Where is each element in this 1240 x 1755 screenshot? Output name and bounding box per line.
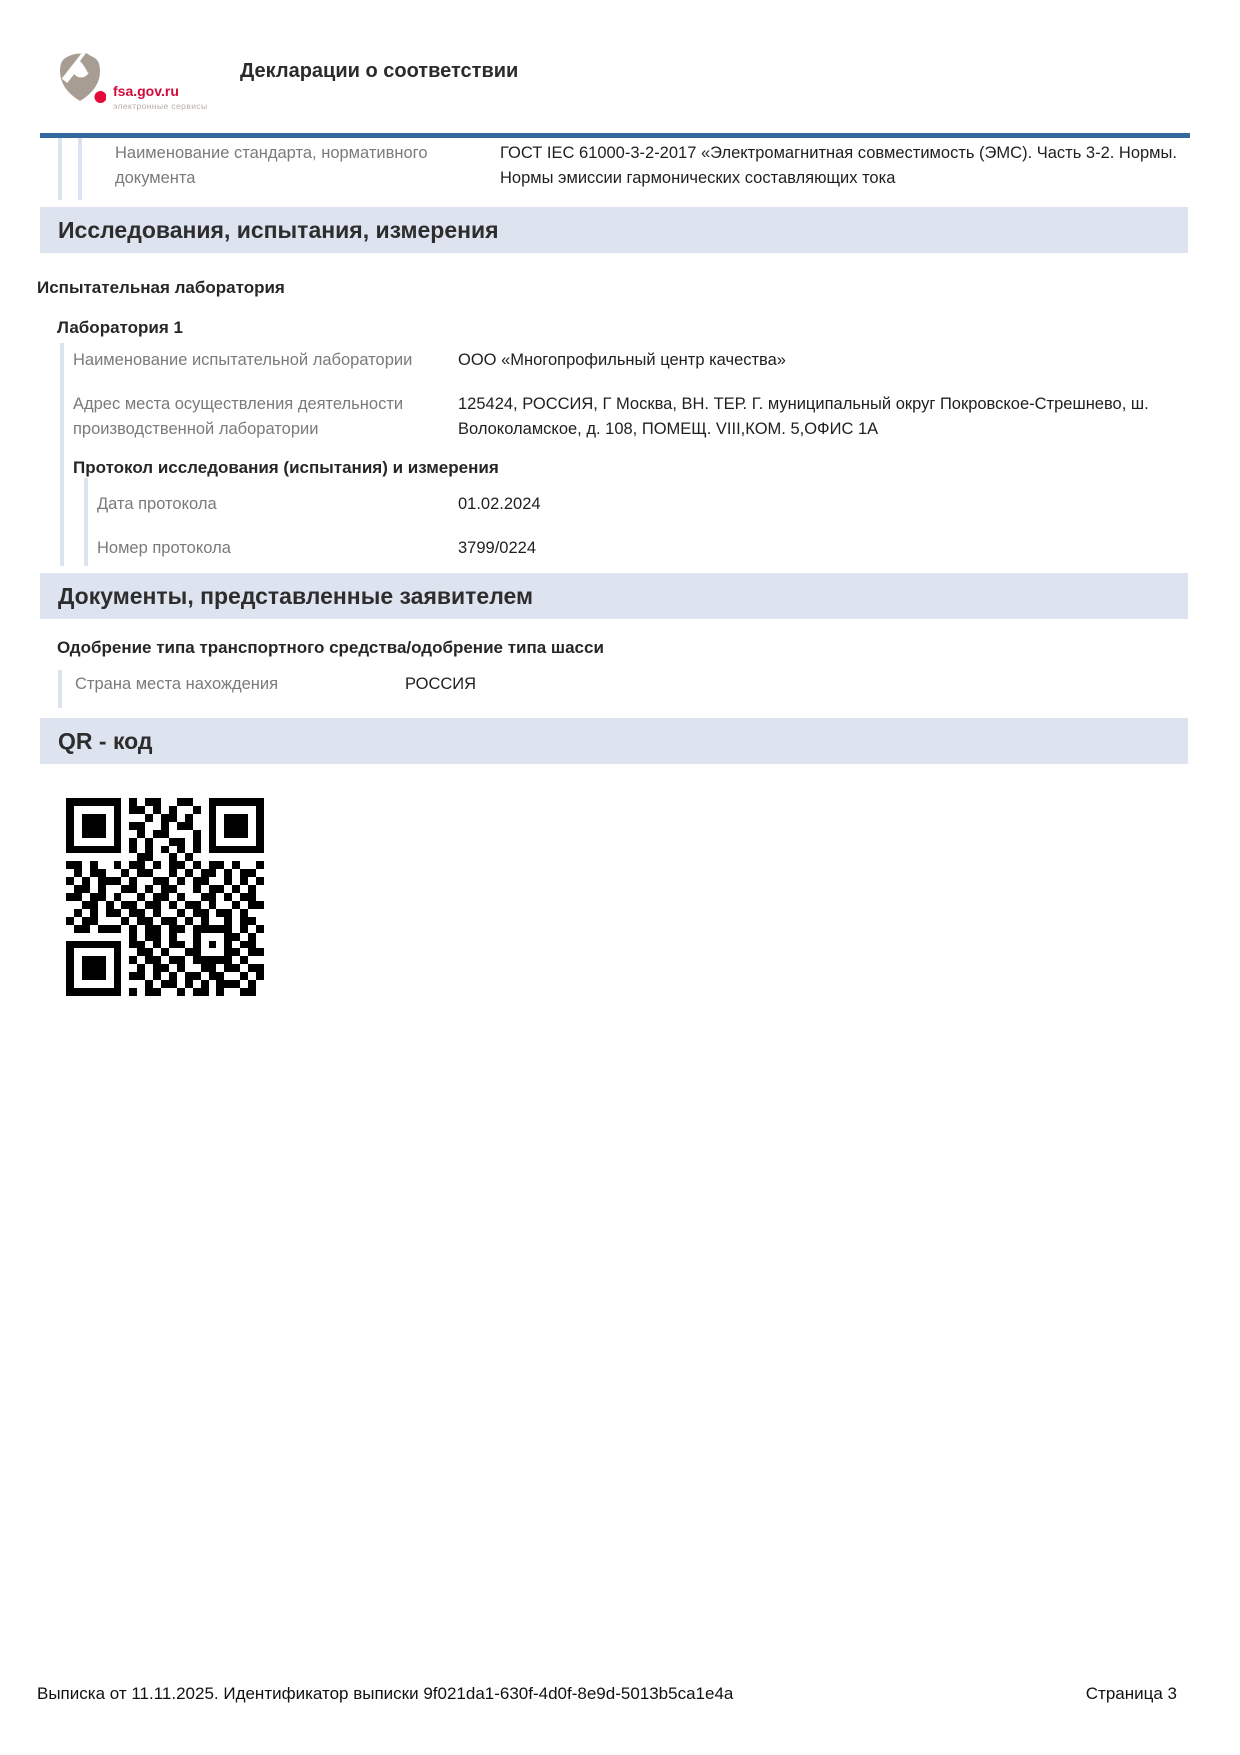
section-header-research: Исследования, испытания, измерения (40, 207, 1188, 253)
page-title: Декларации о соответствии (240, 60, 519, 82)
row-value: 125424, РОССИЯ, Г Москва, ВН. ТЕР. Г. муниципальный округ Покровское-Стрешнево, ш. Волоколамское, д. 108, ПОМЕЩ. VIII,КОМ. 5,ОФИС 1А (458, 395, 1149, 438)
fsa-brand-text: fsa.gov.ru (113, 83, 179, 99)
fsa-logo (60, 47, 220, 109)
table-guide-bar (58, 670, 62, 708)
footer-extract-info: Выписка от 11.11.2025. Идентификатор выписки 9f021da1-630f-4d0f-8e9d-5013b5ca1e4a (37, 1684, 734, 1703)
documents-subsection-title: Одобрение типа транспортного средства/одобрение типа шасси (57, 638, 604, 657)
qr-code (66, 798, 264, 996)
lab-title: Лаборатория 1 (57, 318, 183, 337)
row-value: ГОСТ IEC 61000-3-2-2017 «Электромагнитная совместимость (ЭМС). Часть 3-2. Нормы. Нормы эмиссии гармонических составляющих тока (500, 144, 1177, 187)
header-divider (40, 133, 1190, 138)
footer-page-number: Страница 3 (1085, 1684, 1177, 1703)
fsa-brand-subtitle: электронные сервисы (113, 101, 208, 111)
table-guide-bar (60, 343, 64, 566)
protocol-title: Протокол исследования (испытания) и измерения (73, 458, 499, 477)
row-label: Наименование стандарта, нормативного документа (115, 144, 428, 187)
lab-group-title: Испытательная лаборатория (37, 278, 285, 297)
table-guide-bar (58, 138, 62, 200)
row-value: ООО «Многопрофильный центр качества» (458, 351, 786, 369)
table-guide-bar (78, 138, 82, 200)
row-value: 01.02.2024 (458, 495, 541, 513)
table-guide-bar (84, 478, 88, 566)
row-value: 3799/0224 (458, 539, 536, 557)
row-label: Номер протокола (97, 539, 231, 557)
row-label: Наименование испытательной лаборатории (73, 351, 413, 369)
row-label: Страна места нахождения (75, 675, 279, 693)
fsa-logo-icon (60, 51, 106, 103)
row-label: Дата протокола (97, 495, 217, 513)
section-header-qr: QR - код (40, 718, 1188, 764)
row-value: РОССИЯ (405, 675, 477, 693)
row-label: Адрес места осуществления деятельности производственной лаборатории (73, 395, 404, 438)
section-header-documents: Документы, представленные заявителем (40, 573, 1188, 619)
